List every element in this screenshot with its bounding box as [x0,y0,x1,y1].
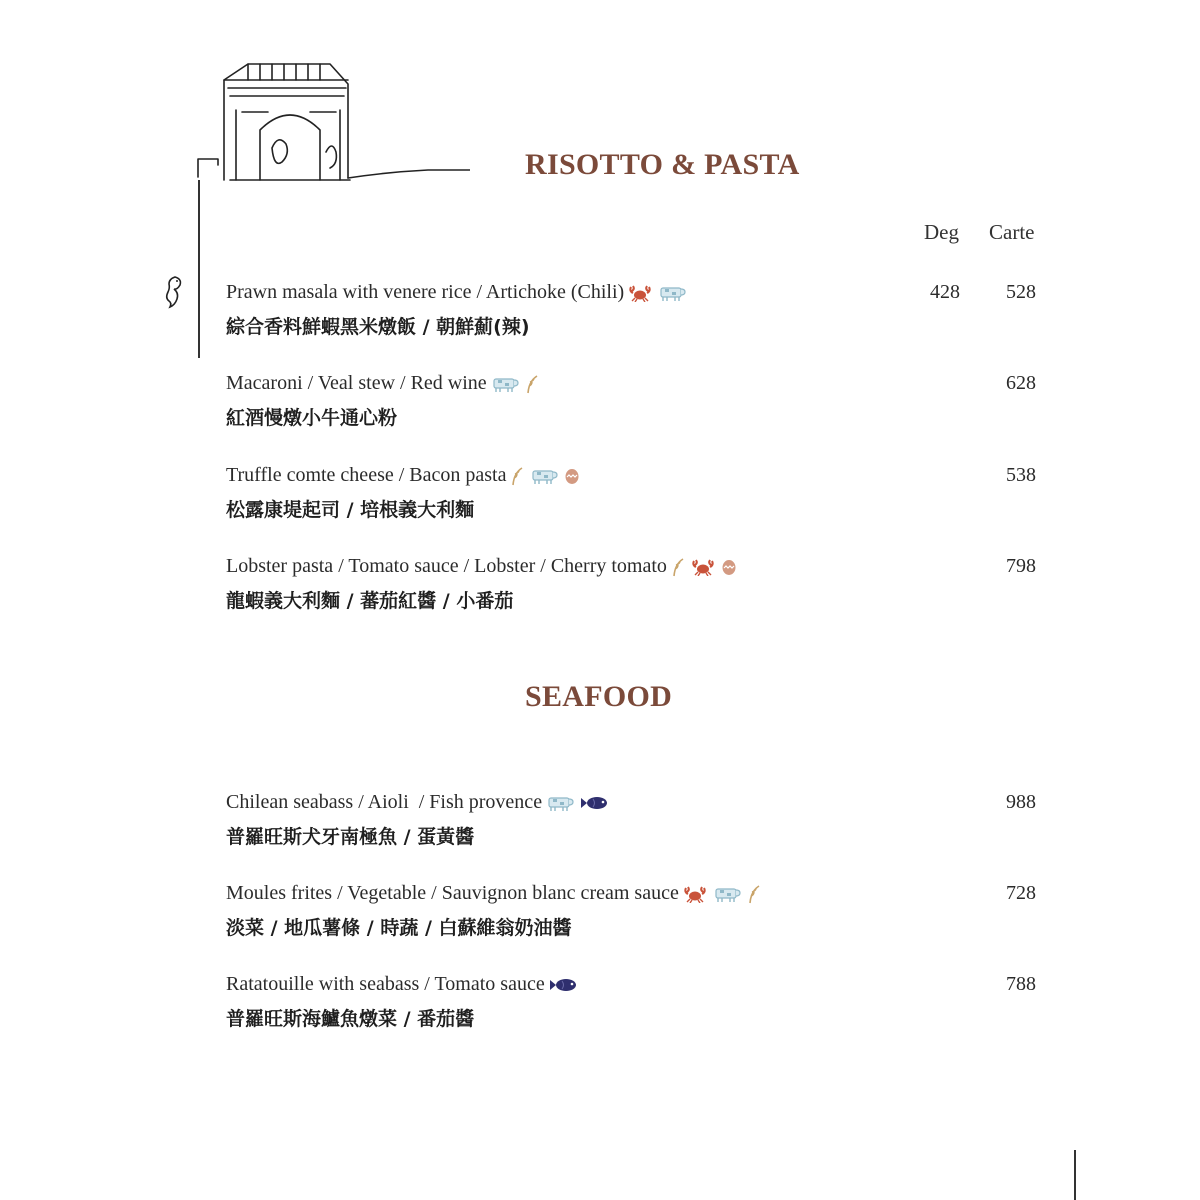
left-border-line [198,180,200,358]
item-name-zh: 龍蝦義大利麵 / 蕃茄紅醬 / 小番茄 [226,590,514,612]
price-carte: 528 [1006,281,1036,303]
menu-item [226,464,1046,534]
item-name-zh: 紅酒慢燉小牛通心粉 [226,407,398,429]
cow-icon [491,375,519,393]
item-name-en: Chilean seabass / Aioli / Fish provence [226,791,543,813]
seahorse-icon [163,275,185,309]
item-name-zh: 普羅旺斯海鱸魚燉菜 / 番茄醬 [226,1008,475,1030]
price-carte: 798 [1006,555,1036,577]
cow-icon [658,284,686,302]
price-carte: 788 [1006,973,1036,995]
wheat-icon [510,466,524,486]
wheat-icon [747,884,761,904]
right-border-line [1074,1150,1076,1200]
item-name-en: Truffle comte cheese / Bacon pasta [226,464,507,486]
item-name-en: Prawn masala with venere rice / Artichoke (Chili) [226,281,625,303]
menu-item [226,372,1046,442]
wheat-icon [525,374,539,394]
item-name-en: Lobster pasta / Tomato sauce / Lobster / Cherry tomato [226,555,667,577]
item-name-en: Moules frites / Vegetable / Sauvignon blanc cream sauce [226,882,679,904]
crab-icon [691,558,715,576]
item-name-zh: 淡菜 / 地瓜薯條 / 時蔬 / 白蘇維翁奶油醬 [226,917,572,939]
column-header-carte: Carte [989,220,1035,244]
cow-icon [546,794,574,812]
item-name-zh: 普羅旺斯犬牙南極魚 / 蛋黃醬 [226,826,475,848]
menu-item [226,281,1046,351]
section-title-risotto-pasta: RISOTTO & PASTA [525,148,800,181]
egg-icon [721,558,737,576]
crab-icon [683,885,707,903]
price-carte: 988 [1006,791,1036,813]
wheat-icon [671,557,685,577]
cow-icon [530,467,558,485]
crab-icon [628,284,652,302]
item-name-zh: 松露康堤起司 / 培根義大利麵 [226,499,475,521]
menu-item [226,973,1046,1043]
menu-item [226,555,1046,625]
price-deg: 428 [930,281,960,303]
item-name-en: Macaroni / Veal stew / Red wine [226,372,487,394]
price-carte: 728 [1006,882,1036,904]
item-name-en: Ratatouille with seabass / Tomato sauce [226,973,545,995]
column-header-deg: Deg [924,220,959,244]
menu-item [226,882,1046,952]
fish-icon [580,795,610,811]
egg-icon [564,467,580,485]
section-title-seafood: SEAFOOD [525,680,673,713]
item-name-zh: 綜合香料鮮蝦黑米燉飯 / 朝鮮薊(辣) [226,316,530,338]
cow-icon [713,885,741,903]
price-carte: 538 [1006,464,1036,486]
fish-icon [549,977,579,993]
arc-de-triomphe-illustration [190,52,470,192]
menu-item [226,791,1046,861]
price-carte: 628 [1006,372,1036,394]
